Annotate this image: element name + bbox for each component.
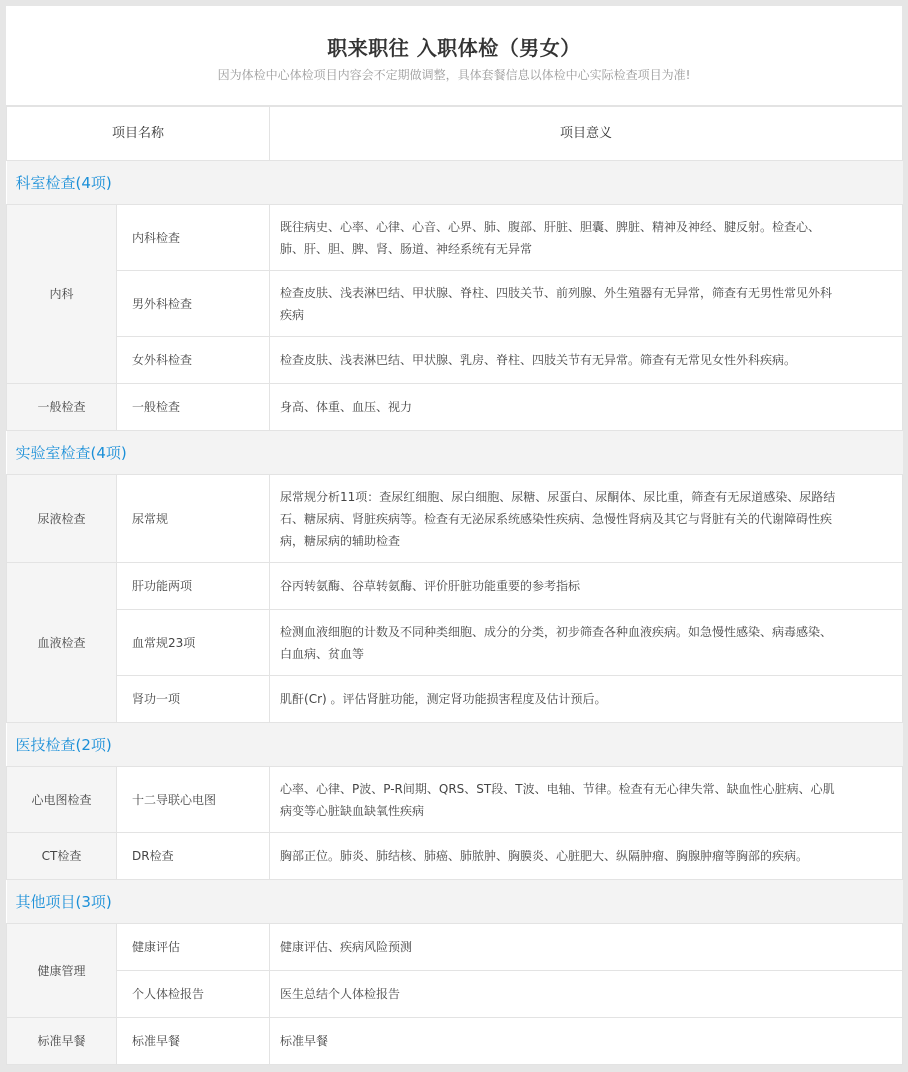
section-title: 医技检查(2项) [7, 723, 903, 767]
item-description: 检测血液细胞的计数及不同种类细胞、成分的分类，初步筛查各种血液疾病。如急慢性感染、病毒感染、白血病、贫血等 [270, 610, 903, 676]
item-description: 胸部正位。肺炎、肺结核、肺癌、肺脓肿、胸膜炎、心脏肥大、纵隔肿瘤、胸腺肿瘤等胸部的疾病。 [270, 833, 903, 880]
table-row [7, 676, 903, 723]
item-name: 男外科检查 [117, 271, 270, 337]
page-header [6, 6, 902, 106]
table-row [7, 610, 903, 676]
item-description: 既往病史、心率、心律、心音、心界、肺、腹部、肝脏、胆囊、脾脏、精神及神经、腱反射。检查心、肺、肝、胆、脾、肾、肠道、神经系统有无异常 [270, 205, 903, 271]
section-header [7, 723, 903, 767]
item-description: 谷丙转氨酶、谷草转氨酶、评价肝脏功能重要的参考指标 [270, 563, 903, 610]
section-title: 科室检查(4项) [7, 161, 903, 205]
category-cell: 尿液检查 [7, 475, 117, 563]
table-row [7, 563, 903, 610]
item-name: 个人体检报告 [117, 971, 270, 1018]
table-row [7, 1018, 903, 1065]
item-description: 健康评估、疾病风险预测 [270, 924, 903, 971]
table-row [7, 924, 903, 971]
item-description: 尿常规分析11项：查尿红细胞、尿白细胞、尿糖、尿蛋白、尿酮体、尿比重，筛查有无尿道感染、尿路结石、糖尿病、肾脏疾病等。检查有无泌尿系统感染性疾病、急慢性肾病及其它与肾脏有关的代谢障碍性疾病，糖尿病的辅助检查 [270, 475, 903, 563]
header-item-name: 项目名称 [7, 107, 270, 161]
table-row [7, 384, 903, 431]
item-name: 标准早餐 [117, 1018, 270, 1065]
header-item-meaning: 项目意义 [270, 107, 903, 161]
item-name: 内科检查 [117, 205, 270, 271]
item-name: 健康评估 [117, 924, 270, 971]
category-cell: 标准早餐 [7, 1018, 117, 1065]
item-description: 医生总结个人体检报告 [270, 971, 903, 1018]
table-header-row [7, 107, 903, 161]
section-header [7, 161, 903, 205]
table-row [7, 833, 903, 880]
category-cell: CT检查 [7, 833, 117, 880]
item-description: 心率、心律、P波、P-R间期、QRS、ST段、T波、电轴、节律。检查有无心律失常、缺血性心脏病、心肌病变等心脏缺血缺氧性疾病 [270, 767, 903, 833]
section-title: 实验室检查(4项) [7, 431, 903, 475]
category-cell: 心电图检查 [7, 767, 117, 833]
page-title: 职来职往 入职体检（男女） [327, 36, 581, 60]
item-name: 女外科检查 [117, 337, 270, 384]
table-row [7, 337, 903, 384]
exam-table [6, 106, 903, 1065]
item-name: 尿常规 [117, 475, 270, 563]
item-description: 身高、体重、血压、视力 [270, 384, 903, 431]
table-row [7, 971, 903, 1018]
table-row [7, 767, 903, 833]
category-cell: 血液检查 [7, 563, 117, 723]
category-cell: 内科 [7, 205, 117, 384]
item-description: 肌酐(Cr) 。评估肾脏功能，测定肾功能损害程度及估计预后。 [270, 676, 903, 723]
item-description: 标准早餐 [270, 1018, 903, 1065]
table-row [7, 271, 903, 337]
item-name: 十二导联心电图 [117, 767, 270, 833]
table-row [7, 205, 903, 271]
item-description: 检查皮肤、浅表淋巴结、甲状腺、乳房、脊柱、四肢关节有无异常。筛查有无常见女性外科疾病。 [270, 337, 903, 384]
category-cell: 健康管理 [7, 924, 117, 1018]
section-title: 其他项目(3项) [7, 880, 903, 924]
table-row [7, 475, 903, 563]
item-description: 检查皮肤、浅表淋巴结、甲状腺、脊柱、四肢关节、前列腺、外生殖器有无异常，筛查有无男性常见外科疾病 [270, 271, 903, 337]
item-name: 一般检查 [117, 384, 270, 431]
item-name: 血常规23项 [117, 610, 270, 676]
package-panel [6, 6, 902, 1065]
section-header [7, 431, 903, 475]
item-name: 肾功一项 [117, 676, 270, 723]
section-header [7, 880, 903, 924]
item-name: 肝功能两项 [117, 563, 270, 610]
page-subtitle: 因为体检中心体检项目内容会不定期做调整，具体套餐信息以体检中心实际检查项目为准! [217, 68, 691, 82]
item-name: DR检查 [117, 833, 270, 880]
category-cell: 一般检查 [7, 384, 117, 431]
